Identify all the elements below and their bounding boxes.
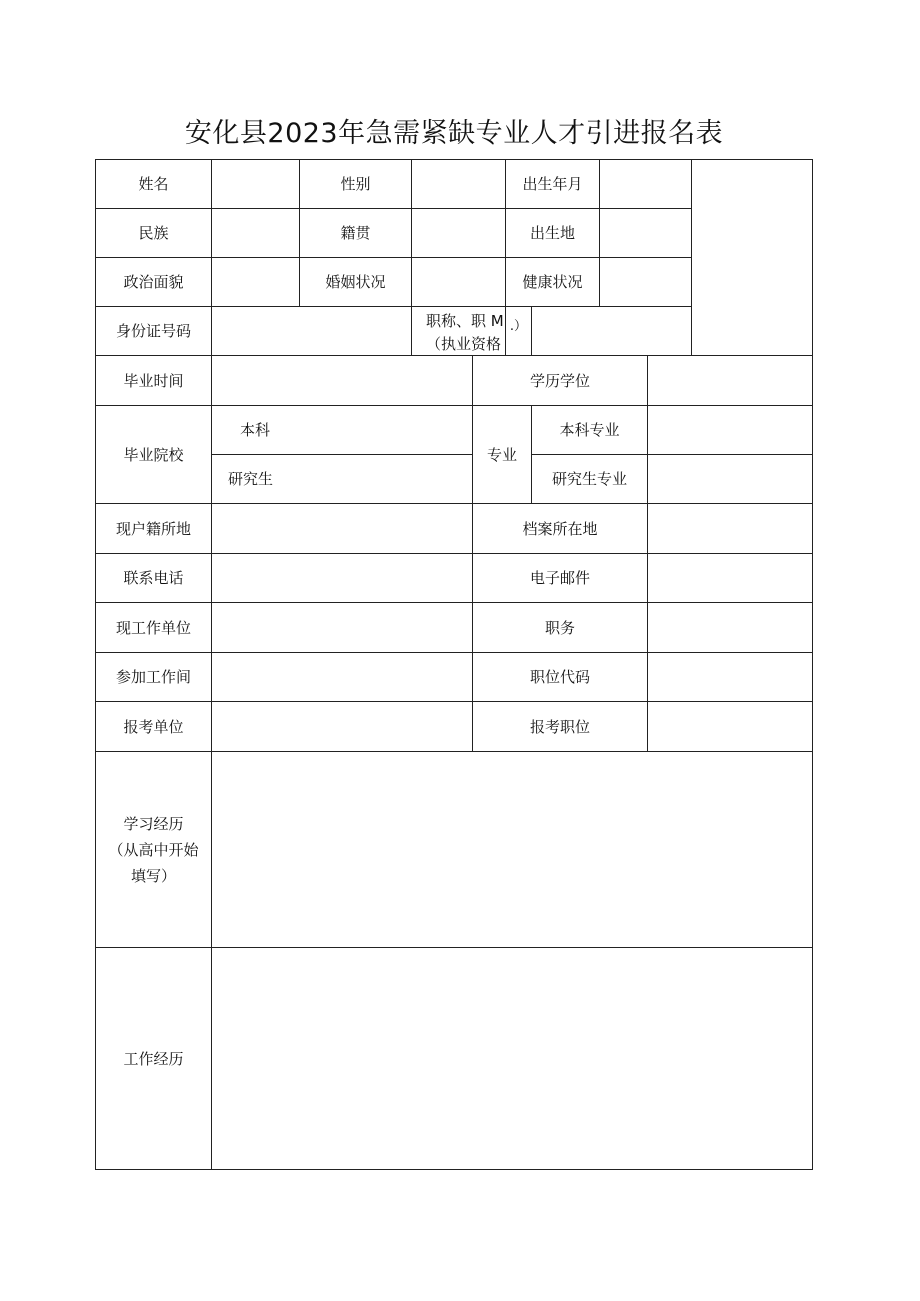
position-value-cell[interactable] xyxy=(648,603,812,652)
label-household-registration: 现户籍所地 xyxy=(115,519,191,538)
label-graduation-time: 毕业时间 xyxy=(123,371,184,390)
professional-title-line2: （执业资格 xyxy=(426,335,502,353)
native-place-value-cell[interactable] xyxy=(412,209,505,257)
study-history-value-cell[interactable] xyxy=(212,752,812,947)
professional-title-mark: .） xyxy=(509,319,528,334)
graduation-time-value-cell[interactable] xyxy=(212,356,472,405)
label-professional-title xyxy=(412,307,505,355)
political-status-value-cell[interactable] xyxy=(212,258,299,306)
degree-value-cell[interactable] xyxy=(648,356,812,405)
birth-date-value-cell[interactable] xyxy=(600,160,691,208)
label-job-code: 职位代码 xyxy=(529,668,590,686)
label-political-status: 政治面貌 xyxy=(123,273,184,291)
applied-position-value-cell[interactable] xyxy=(648,702,812,751)
label-native-place: 籍贯 xyxy=(340,224,371,242)
label-marital-status: 婚姻状况 xyxy=(325,273,386,291)
table-border-bottom xyxy=(95,1169,813,1170)
label-undergraduate: 本科 xyxy=(240,421,271,439)
work-start-value-cell[interactable] xyxy=(212,653,472,701)
label-email: 电子邮件 xyxy=(529,569,590,587)
professional-title-value-cell[interactable] xyxy=(532,307,691,355)
birthplace-value-cell[interactable] xyxy=(600,209,691,257)
email-value-cell[interactable] xyxy=(648,554,812,602)
postgraduate-major-value-cell[interactable] xyxy=(648,455,812,503)
label-ethnicity: 民族 xyxy=(138,224,169,242)
label-work-start: 参加工作间 xyxy=(115,668,191,686)
label-health-status: 健康状况 xyxy=(522,273,583,291)
label-birthplace: 出生地 xyxy=(529,224,575,242)
gender-value-cell[interactable] xyxy=(412,160,505,208)
label-gender: 性别 xyxy=(340,175,371,193)
job-code-value-cell[interactable] xyxy=(648,653,812,701)
professional-title-line1: 职称、职 M xyxy=(426,312,504,330)
label-postgraduate: 研究生 xyxy=(228,470,274,488)
photo-cell[interactable] xyxy=(692,160,812,355)
marital-status-value-cell[interactable] xyxy=(412,258,505,306)
applied-unit-value-cell[interactable] xyxy=(212,702,472,751)
label-name: 姓名 xyxy=(138,175,169,193)
label-phone: 联系电话 xyxy=(123,569,184,587)
label-archive-location: 档案所在地 xyxy=(522,519,598,538)
id-number-value-cell[interactable] xyxy=(212,307,411,355)
label-position: 职务 xyxy=(544,618,575,637)
label-work-history: 工作经历 xyxy=(123,1049,184,1068)
phone-value-cell[interactable] xyxy=(212,554,472,602)
household-registration-value-cell[interactable] xyxy=(212,504,472,553)
label-undergraduate-major: 本科专业 xyxy=(559,421,620,439)
label-applied-unit: 报考单位 xyxy=(123,717,184,736)
label-study-history: 学习经历 （从高中开始 填写） xyxy=(108,814,199,885)
ethnicity-value-cell[interactable] xyxy=(212,209,299,257)
name-value-cell[interactable] xyxy=(212,160,299,208)
label-birth-date: 出生年月 xyxy=(522,175,583,193)
work-history-value-cell[interactable] xyxy=(212,948,812,1169)
label-postgraduate-major: 研究生专业 xyxy=(551,470,627,488)
table-border-right xyxy=(812,159,813,1170)
form-title: 安化县2023年急需紧缺专业人才引进报名表 xyxy=(184,118,724,149)
label-major: 专业 xyxy=(486,445,517,464)
label-applied-position: 报考职位 xyxy=(529,717,590,736)
current-employer-value-cell[interactable] xyxy=(212,603,472,652)
health-status-value-cell[interactable] xyxy=(600,258,691,306)
label-id-number: 身份证号码 xyxy=(115,322,191,340)
undergraduate-major-value-cell[interactable] xyxy=(648,406,812,454)
label-current-employer: 现工作单位 xyxy=(115,618,191,637)
label-graduate-school: 毕业院校 xyxy=(123,445,184,464)
archive-location-value-cell[interactable] xyxy=(648,504,812,553)
label-degree: 学历学位 xyxy=(529,371,590,390)
